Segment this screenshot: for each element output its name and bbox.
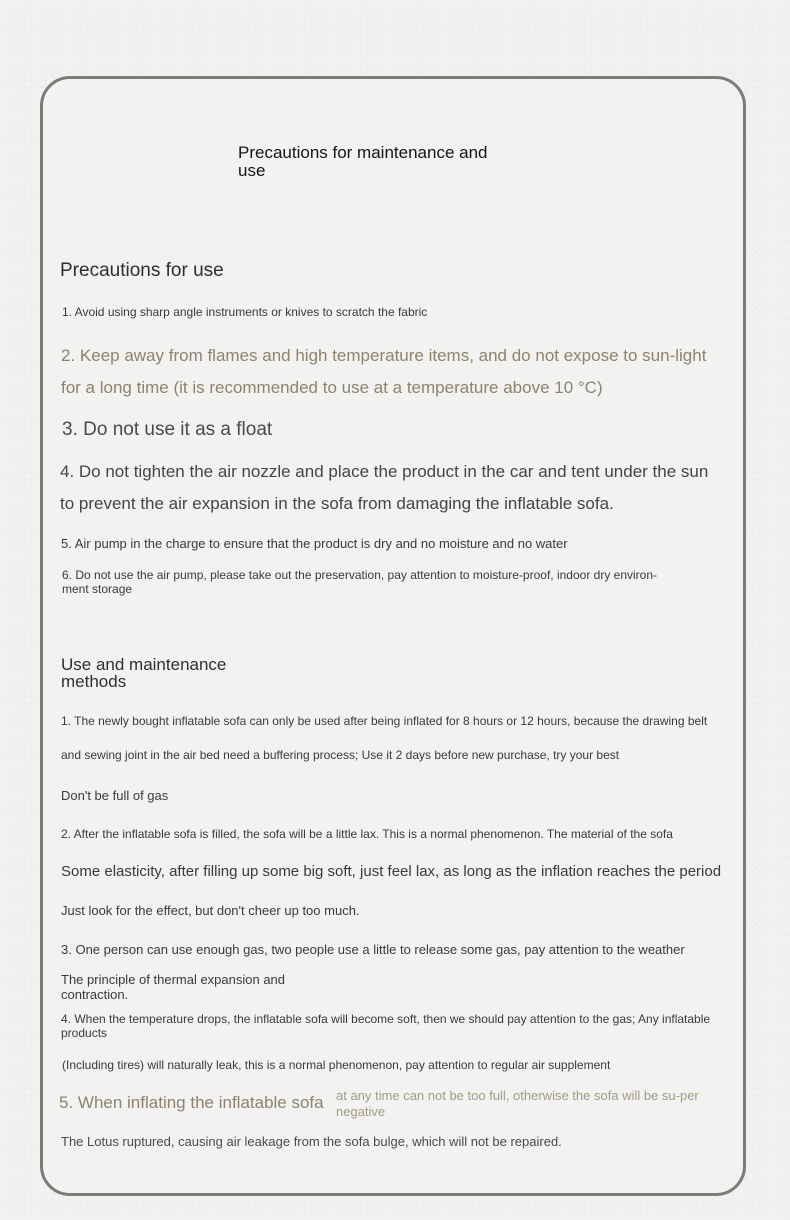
precaution-item-1: 1. Avoid using sharp angle instruments or knives to scratch the fabric — [62, 305, 428, 319]
maintenance-line-10: (Including tires) will naturally leak, this is a normal phenomenon, pay attention to regular air supplement — [62, 1058, 611, 1072]
precautions-heading: Precautions for use — [60, 260, 224, 281]
maintenance-line-5: Some elasticity, after filling up some big soft, just feel lax, as long as the inflation reaches the period — [61, 863, 722, 880]
maintenance-line-6: Just look for the effect, but don't cheer up too much. — [61, 903, 360, 918]
document-title: Precautions for maintenance and use — [238, 143, 488, 180]
maintenance-line-11b: at any time can not be too full, otherwise the sofa will be su-per negative — [336, 1088, 699, 1119]
precaution-item-6: 6. Do not use the air pump, please take out the preservation, pay attention to moisture-proof, indoor dry environ-ment storage — [62, 568, 658, 596]
maintenance-line-7: 3. One person can use enough gas, two people use a little to release some gas, pay attention to the weather — [61, 942, 685, 957]
precaution-item-5: 5. Air pump in the charge to ensure that the product is dry and no moisture and no water — [61, 536, 568, 551]
maintenance-line-2: and sewing joint in the air bed need a buffering process; Use it 2 days before new purchase, try your best — [61, 748, 620, 762]
maintenance-line-12: The Lotus ruptured, causing air leakage from the sofa bulge, which will not be repaired. — [61, 1134, 562, 1149]
maintenance-line-1: 1. The newly bought inflatable sofa can only be used after being inflated for 8 hours or 12 hours, because the drawing belt — [61, 714, 708, 728]
maintenance-line-8: The principle of thermal expansion and contraction. — [61, 972, 286, 1002]
maintenance-line-9: 4. When the temperature drops, the inflatable sofa will become soft, then we should pay attention to the gas; Any inflatable products — [61, 1012, 711, 1040]
maintenance-line-3: Don't be full of gas — [61, 788, 169, 803]
maintenance-heading: Use and maintenance methods — [61, 655, 227, 691]
maintenance-line-4: 2. After the inflatable sofa is filled, the sofa will be a little lax. This is a normal phenomenon. The material of the sofa — [61, 827, 673, 841]
precaution-item-2: 2. Keep away from flames and high temperature items, and do not expose to sun-light for a long time (it is recommended to use at a temperature above 10 °C) — [61, 346, 707, 397]
precaution-item-3: 3. Do not use it as a float — [62, 419, 273, 440]
precaution-item-4: 4. Do not tighten the air nozzle and place the product in the car and tent under the sun to prevent the air expansion in the sofa from damaging the inflatable sofa. — [60, 462, 709, 513]
maintenance-line-11a: 5. When inflating the inflatable sofa — [59, 1093, 324, 1112]
